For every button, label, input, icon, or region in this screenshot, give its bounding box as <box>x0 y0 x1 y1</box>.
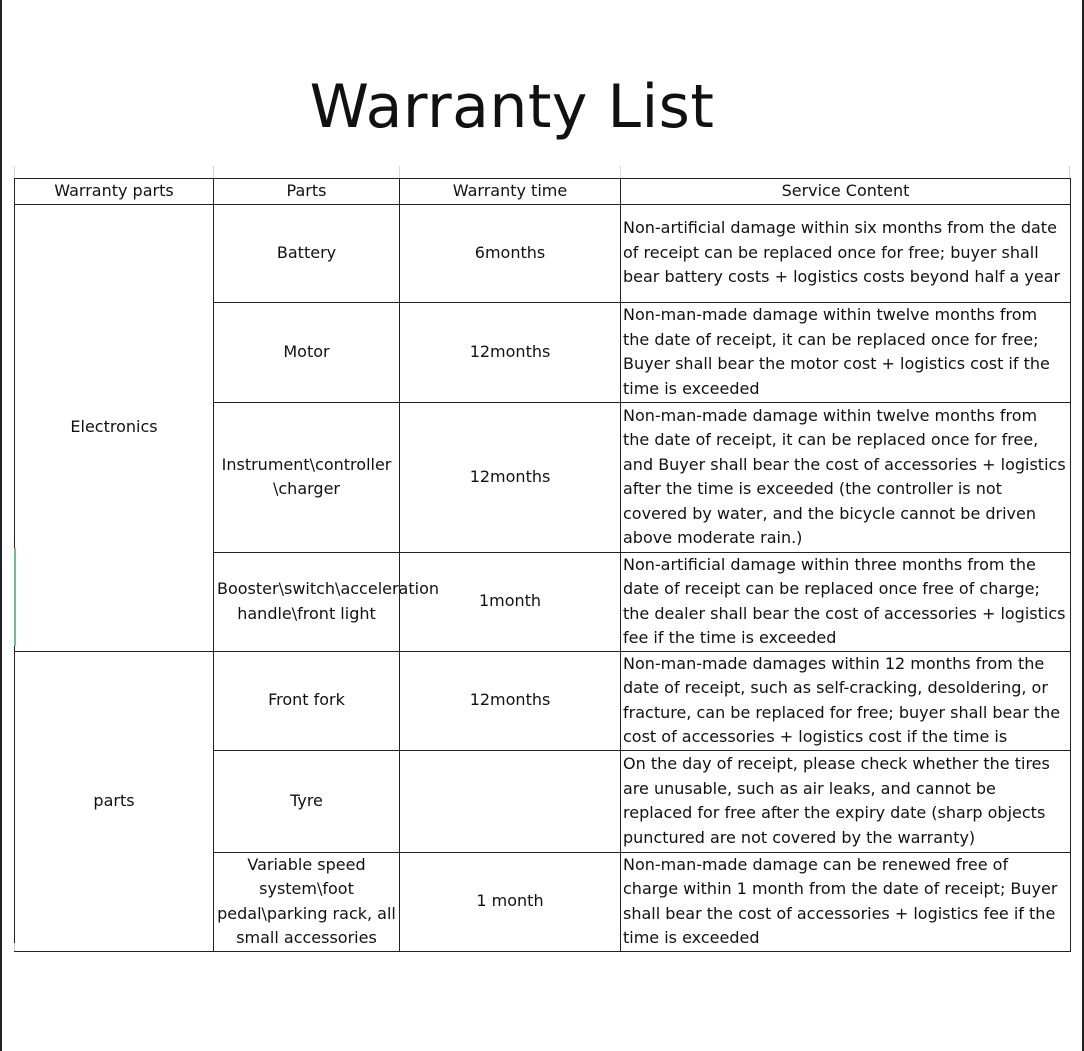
group-cell: Electronics <box>15 204 214 651</box>
time-cell <box>400 750 621 852</box>
service-cell: Non-man-made damage within twelve months from the date of receipt, it can be replaced once for free; Buyer shall bear the motor cost + logistics cost if the time is exceeded <box>621 302 1071 402</box>
grid-tick <box>620 166 621 178</box>
part-cell: Tyre <box>214 750 400 852</box>
time-cell: 12months <box>400 302 621 402</box>
header-service-content: Service Content <box>621 179 1071 205</box>
page-title: Warranty List <box>309 72 715 142</box>
grid-tick <box>14 943 15 951</box>
time-cell: 12months <box>400 651 621 750</box>
service-cell: Non-man-made damages within 12 months from the date of receipt, such as self-cracking, desoldering, or fracture, can be replaced for free; buyer shall bear the cost of accessories + logistics cost if the time is <box>621 651 1071 750</box>
header-warranty-time: Warranty time <box>400 179 621 205</box>
service-cell: Non-artificial damage within six months from the date of receipt can be replaced once for free; buyer shall bear battery costs + logistics costs beyond half a year <box>621 204 1071 302</box>
selection-edge-marker <box>14 548 16 646</box>
time-cell: 1month <box>400 552 621 651</box>
grid-tick <box>213 166 214 178</box>
part-cell: Front fork <box>214 651 400 750</box>
service-cell: Non-man-made damage within twelve months from the date of receipt, it can be replaced once for free, and Buyer shall bear the cost of accessories + logistics after the time is exceeded (the controller is not covered by water, and the bicycle cannot be driven above moderate rain.) <box>621 402 1071 552</box>
time-cell: 12months <box>400 402 621 552</box>
service-cell: On the day of receipt, please check whether the tires are unusable, such as air leaks, and cannot be replaced for free after the expiry date (sharp objects punctured are not covered by the warranty) <box>621 750 1071 852</box>
service-cell: Non-artificial damage within three months from the date of receipt can be replaced once free of charge; the dealer shall bear the cost of accessories + logistics fee if the time is exceeded <box>621 552 1071 651</box>
group-cell: parts <box>15 651 214 951</box>
grid-tick <box>399 166 400 178</box>
table-row <box>15 651 1071 750</box>
part-cell: Variable speed system\foot pedal\parking rack, all small accessories <box>214 852 400 951</box>
time-cell: 1 month <box>400 852 621 951</box>
page-border-left <box>0 0 2 1051</box>
service-cell: Non-man-made damage can be renewed free of charge within 1 month from the date of receipt; Buyer shall bear the cost of accessories + logistics fee if the time is exceeded <box>621 852 1071 951</box>
grid-tick <box>1069 166 1070 178</box>
table-row <box>15 204 1071 302</box>
part-cell: Instrument\controller \charger <box>214 402 400 552</box>
time-cell: 6months <box>400 204 621 302</box>
header-warranty-parts: Warranty parts <box>15 179 214 205</box>
header-parts: Parts <box>214 179 400 205</box>
warranty-table <box>14 178 1071 952</box>
grid-tick <box>14 166 15 178</box>
part-cell: Booster\switch\acceleration handle\front light <box>214 552 400 651</box>
part-cell: Battery <box>214 204 400 302</box>
table-header-row <box>15 179 1071 205</box>
part-cell: Motor <box>214 302 400 402</box>
